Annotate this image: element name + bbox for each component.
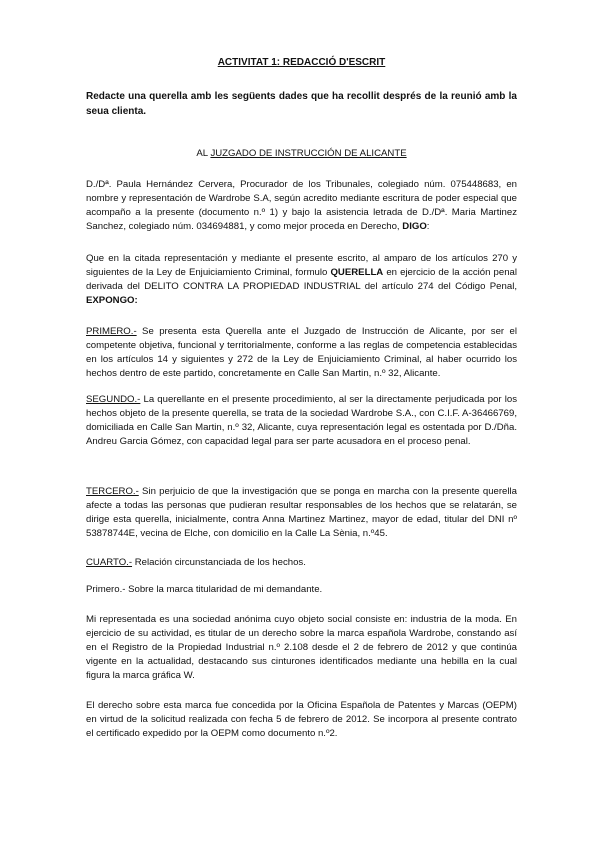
- paragraph-cuarto: [86, 556, 517, 570]
- segundo-heading: SEGUNDO.-: [86, 394, 141, 405]
- paragraph-segundo: [86, 393, 517, 449]
- paragraph-primero: [86, 325, 517, 381]
- paragraph-derecho-marca: El derecho sobre esta marca fue concedida por la Oficina Española de Patentes y Marcas (OEPM) en virtud de la solicitud realizada con fecha 5 de febrero de 2012. Se incorpora al presente contrato el certificado expedido por la OEPM como documento n.º2.: [86, 700, 517, 739]
- court-name: JUZGADO DE INSTRUCCIÓN DE ALICANTE: [210, 148, 407, 159]
- court-addressee: [86, 147, 517, 161]
- paragraph-tercero: [86, 485, 517, 541]
- document-title: ACTIVITAT 1: REDACCIÓ D'ESCRIT: [217, 57, 386, 68]
- expongo-keyword: EXPONGO:: [86, 295, 138, 306]
- paragraph-representada: Mi representada es una sociedad anónima cuyo objeto social consiste en: industria de la moda. En ejercicio de su actividad, es titular de un derecho sobre la marca española Wardrobe, constando así en el Registro de la Propiedad Industrial n.º 2.108 desde el 2 de febrero de 2012 y que continúa vigente en la actualidad, destacando sus cinturones identificados mediante una hebilla en la cual figura la marca gráfica W.: [86, 614, 517, 681]
- representation-end: :: [426, 221, 430, 232]
- querella-text-b: en ejercicio de la acción penal derivada del DELITO CONTRA LA PROPIEDAD INDUSTRIAL del artículo 274 del Código Penal,: [86, 267, 518, 292]
- representation-text: D./Dª. Paula Hernández Cervera, Procurador de los Tribunales, colegiado núm. 075448683, en nombre y representación de Wardrobe S.A, según acredito mediante escritura de poder especial que acompaño a la presente (documento n.º 1) y bajo la asistencia letrada de D./Dª. Maria Martinez Sanchez, colegiado núm. 034694881, y como mejor proceda en Derecho,: [86, 179, 517, 232]
- paragraph-representation: [86, 178, 517, 234]
- paragraph-primero-marca: Primero.- Sobre la marca titularidad de mi demandante.: [86, 584, 323, 595]
- querella-keyword: QUERELLA: [330, 267, 384, 278]
- paragraph-querella: [86, 252, 517, 308]
- addressee-prefix: AL: [196, 148, 211, 159]
- digo-keyword: DIGO: [402, 221, 427, 232]
- tercero-text: Sin perjuicio de que la investigación que se ponga en marcha con la presente querella afecte a todas las personas que pudieran resultar responsables de los hechos que se relatarán, se dirige esta querella, inicialmente, contra Anna Martinez Martinez, mayor de edad, titular del DNI nº 53878744E, vecina de Elche, con domicilio en la Calle La Sènia, n.º45.: [86, 486, 517, 539]
- activity-instructions: Redacte una querella amb les següents dades que ha recollit després de la reunió amb la seua clienta.: [86, 91, 517, 117]
- primero-text: Se presenta esta Querella ante el Juzgado de Instrucción de Alicante, por ser el competente objetiva, funcional y territorialmente, conforme a las reglas de competencia establecidas en los artículos 14 y siguientes y 272 de la Ley de Enjuiciamiento Criminal, al haber ocurrido los hechos dentro de este partido, concretamente en Calle San Martin, n.º 32, Alicante.: [86, 326, 517, 379]
- cuarto-heading: CUARTO.-: [86, 557, 133, 568]
- cuarto-text: Relación circunstanciada de los hechos.: [132, 557, 306, 568]
- querella-text-a: Que en la citada representación y mediante el presente escrito, al amparo de los artículos 270 y siguientes de la Ley de Enjuiciamiento Criminal, formulo: [86, 253, 517, 278]
- segundo-text: La querellante en el presente procedimiento, al ser la directamente perjudicada por los hechos objeto de la presente querella, se trata de la sociedad Wardrobe S.A., con C.I.F. A-36466769, domiciliada en Calle San Martin, n.º 32, Alicante, cuya representación legal es ostentada por D./Dña. Andreu Garcia Gómez, con capacidad legal para ser parte acusadora en el proceso penal.: [86, 394, 517, 447]
- primero-heading: PRIMERO.-: [86, 326, 137, 337]
- tercero-heading: TERCERO.-: [86, 486, 139, 497]
